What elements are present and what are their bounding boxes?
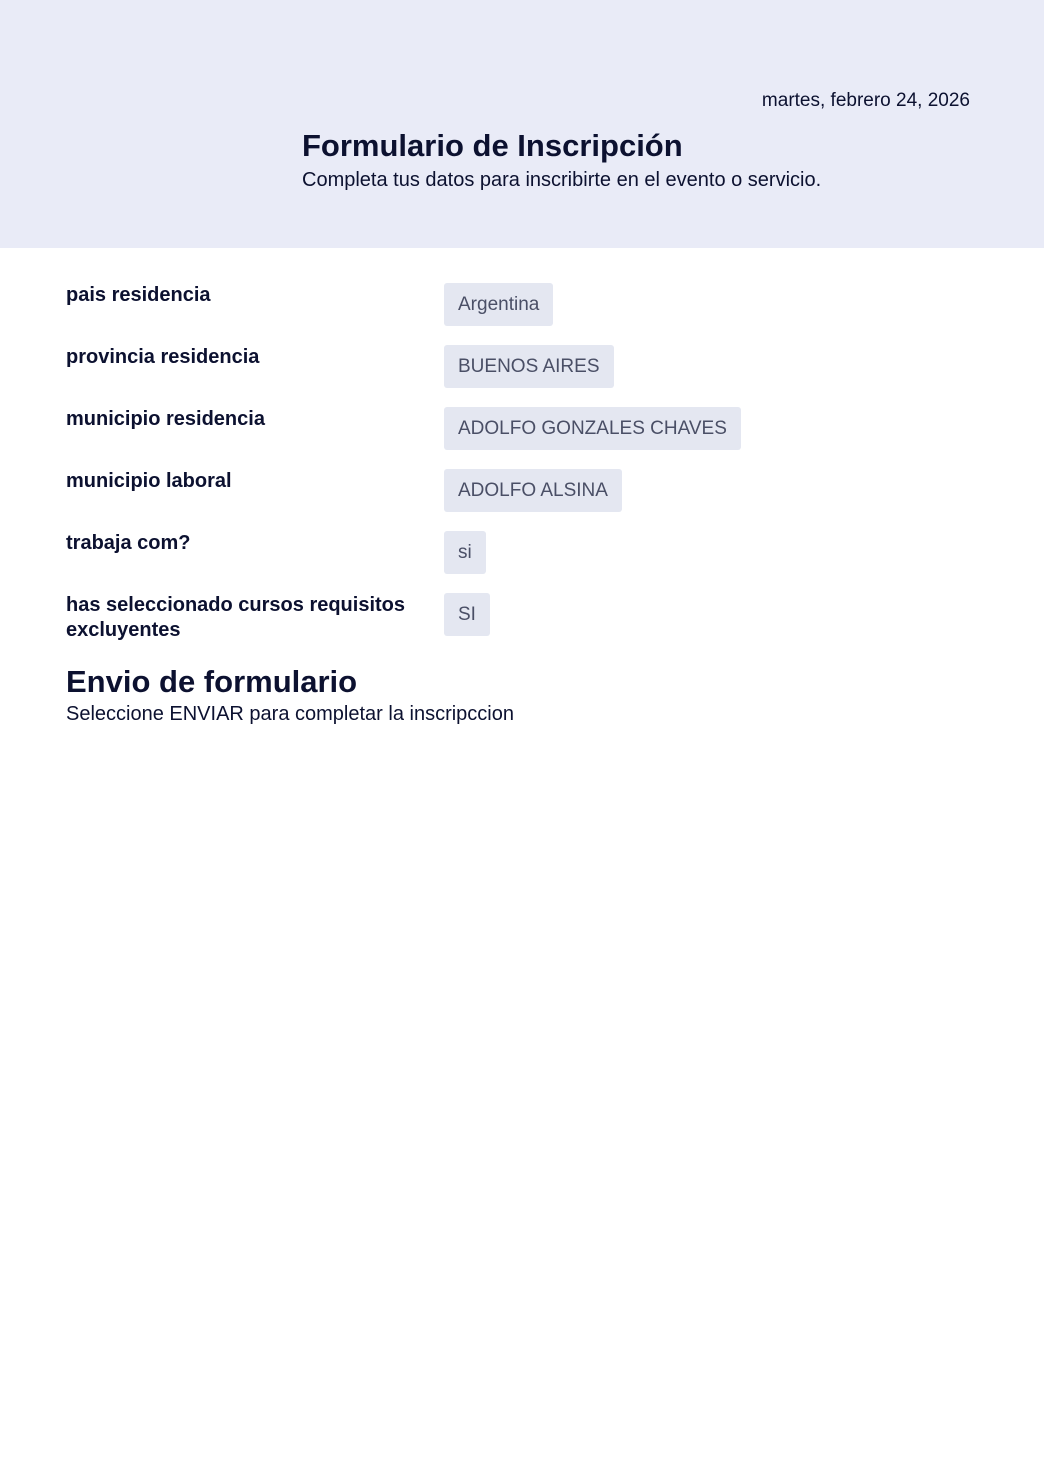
page-header: [0, 0, 1044, 248]
field-label: municipio laboral: [66, 470, 232, 492]
field-label: municipio residencia: [66, 408, 265, 430]
field-value-cursos-requisitos[interactable]: SI: [444, 593, 490, 636]
field-row-cursos-requisitos: [66, 593, 978, 655]
field-row-municipio-laboral: [66, 469, 978, 531]
page-subtitle: Completa tus datos para inscribirte en el evento o servicio.: [302, 169, 822, 191]
field-row-trabaja-com: [66, 531, 978, 593]
submit-section-title: Envio de formulario: [66, 664, 358, 699]
field-value-municipio-laboral[interactable]: ADOLFO ALSINA: [444, 469, 622, 512]
field-value-provincia-residencia[interactable]: BUENOS AIRES: [444, 345, 614, 388]
date-display: martes, febrero 24, 2026: [761, 90, 970, 111]
field-row-municipio-residencia: [66, 407, 978, 469]
field-label: provincia residencia: [66, 346, 260, 368]
field-row-provincia-residencia: [66, 345, 978, 407]
form-fields: [66, 283, 978, 655]
field-value-municipio-residencia[interactable]: ADOLFO GONZALES CHAVES: [444, 407, 741, 450]
field-row-pais-residencia: [66, 283, 978, 345]
field-label: has seleccionado cursos requisitos excluyentes: [66, 594, 406, 641]
field-label: pais residencia: [66, 284, 211, 306]
field-value-pais-residencia[interactable]: Argentina: [444, 283, 553, 326]
page-title: Formulario de Inscripción: [302, 128, 683, 163]
field-value-trabaja-com[interactable]: si: [444, 531, 486, 574]
field-label: trabaja com?: [66, 532, 191, 554]
submit-section-text: Seleccione ENVIAR para completar la inscripccion: [66, 703, 514, 725]
